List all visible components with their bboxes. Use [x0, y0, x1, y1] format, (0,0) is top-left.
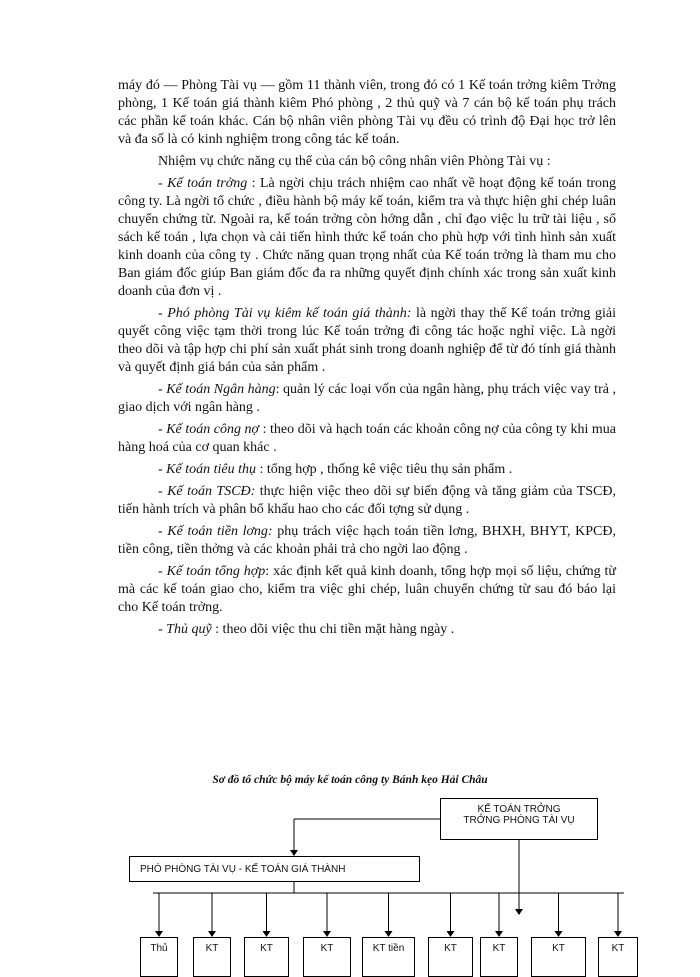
deputy-box: PHÓ PHÒNG TÀI VỤ - KẾ TOÁN GIÁ THÀNH [129, 856, 420, 882]
role-title: - Kế toán TSCĐ: [158, 484, 256, 499]
role-text: thực hiện việc theo dõi sự biến động và tăng giảm của TSCĐ, tiến hành trích và phân bổ khấu hao cho các đối tợng sử dụng . [118, 484, 616, 517]
role-title: - Thủ quỹ [158, 622, 212, 637]
role-title: - Kế toán tiêu thụ [158, 462, 256, 477]
chief-accountant-box [440, 798, 598, 840]
role-title: - Kế toán tiền lơng: [158, 524, 273, 539]
role-text: : theo dõi việc thu chi tiền mặt hàng ngày . [211, 622, 455, 637]
sub-unit-box: KT [428, 937, 473, 977]
sub-unit-box: KT [193, 937, 231, 977]
sub-unit-box: KT [303, 937, 351, 977]
sub-unit-box: KT [598, 937, 638, 977]
role-text: : theo dõi và hạch toán các khoản công nợ của công ty khi mua hàng hoá của cơ quan khác . [118, 422, 617, 455]
role-title: - Phó phòng Tài vụ kiêm kế toán giá thành: [158, 306, 412, 321]
role-text: là ngời thay thế Kế toán trởng giải quyết công việc tạm thời trong lúc Kế toán trởng đi công tác hoặc nghỉ việc. Là ngời theo dõi và tập hợp chi phí sản xuất phát sinh trong doanh nghiệp để từ đó tính giá thành và quyết định giá bán của sản phẩm . [118, 306, 616, 375]
paragraph-duties-intro: Nhiệm vụ chức năng cụ thể của cán bộ công nhân viên Phòng Tài vụ : [158, 154, 551, 169]
role-title: - Kế toán trởng [158, 176, 248, 191]
sub-unit-box: Thủ [140, 937, 178, 977]
sub-unit-box: KT tiền [362, 937, 415, 977]
chief-title-line2: TRỞNG PHÒNG TÀI VỤ [463, 815, 575, 826]
role-title: - Kế toán tổng hợp [158, 564, 266, 579]
chief-title-line1: KẾ TOÁN TRỞNG [477, 804, 561, 815]
role-text: : xác định kết quả kinh doanh, tổng hợp mọi số liệu, chứng từ mà các kế toán giao cho, kiểm tra việc ghi chép, luân chuyển chứng từ sau đó báo lại cho Kế toán trởng. [118, 564, 617, 615]
role-text: : Là ngời chịu trách nhiệm cao nhất về hoạt động kế toán trong công ty. Là ngời tổ chức , điều hành bộ máy kế toán, kiểm tra và thực hiện ghi chép luân chuyển chứng từ. Ngoài ra, kế toán trởng còn hớng dẫn , chỉ đạo việc lu trữ tài liệu , sổ sách kế toán , lựa chọn và cải tiến hình thức kế toán cho phù hợp với tình hình sản xuất kinh doanh của công ty . Chức năng quan trọng nhất của Kế toán trởng là tham mu cho Ban giám đốc giúp Ban giám đốc đa ra những quyết định chính xác trong sản xuất kinh doanh của đơn vị . [118, 176, 616, 299]
sub-unit-box: KT [480, 937, 518, 977]
sub-unit-box: KT [244, 937, 289, 977]
role-text: : quản lý các loại vốn của ngân hàng, phụ trách việc vay trả , giao dịch với ngân hàng . [118, 382, 616, 415]
diagram-caption: Sơ đồ tổ chức bộ máy kế toán công ty Bánh kẹo Hải Châu [212, 774, 488, 786]
role-title: - Kế toán Ngân hàng [158, 382, 276, 397]
role-text: : tổng hợp , thống kê việc tiêu thụ sản phẩm . [256, 462, 513, 477]
role-title: - Kế toán công nợ [158, 422, 260, 437]
paragraph-intro: máy đó — Phòng Tài vụ — gồm 11 thành viên, trong đó có 1 Kế toán trởng kiêm Trởng phòng, 1 Kế toán giá thành kiêm Phó phòng , 2 thủ quỹ và 7 cán bộ kế toán phụ trách các phần kế toán khác. Cán bộ nhân viên phòng Tài vụ đều có trình độ Đại học trở lên và đa số là có kinh nghiệm trong công tác kế toán. [118, 78, 616, 147]
role-text: phụ trách việc hạch toán tiền lơng, BHXH, BHYT, KPCĐ, tiền công, tiền thởng và các khoản phải trả cho ngời lao động . [118, 524, 617, 557]
arrowhead-chief-down [515, 909, 523, 915]
sub-unit-box: KT [531, 937, 586, 977]
